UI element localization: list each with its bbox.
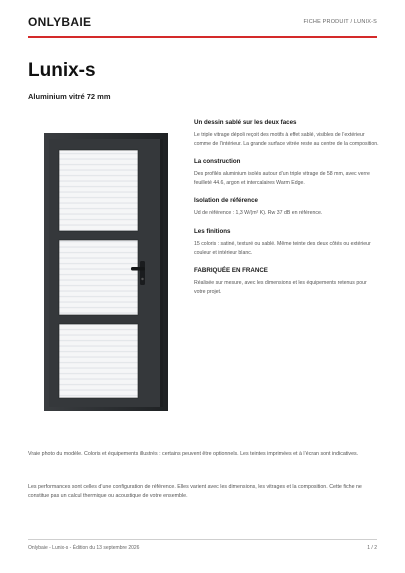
feature-section-construction xyxy=(194,158,379,187)
page-number: 1 / 2 xyxy=(367,545,377,551)
feature-section-insulation xyxy=(194,197,379,218)
feature-heading: Isolation de référence xyxy=(194,197,258,205)
feature-text: Ud de référence : 1,3 W/(m² K). Rw 37 dB en référence. xyxy=(194,210,323,217)
feature-text: Des profilés aluminium isolés autour d’un triple vitrage de 58 mm, avec verre feuilleté 44.6, argon et intercalaires Warm Edge. xyxy=(194,171,370,186)
feature-heading: Les finitions xyxy=(194,227,231,235)
product-subtitle: Aluminium vitré 72 mm xyxy=(28,92,111,101)
door-illustration xyxy=(44,133,168,411)
feature-section-finishes xyxy=(194,228,379,257)
feature-heading: FABRIQUÉE EN FRANCE xyxy=(194,267,268,275)
feature-section-design xyxy=(194,119,379,148)
feature-section-made-in-france xyxy=(194,267,379,296)
feature-heading: Un dessin sablé sur les deux faces xyxy=(194,119,297,126)
footer-edition: Onlybaie - Lunix-s - Édition du 13 septembre 2026 xyxy=(28,545,140,551)
footer-divider xyxy=(28,539,377,540)
feature-text: 15 coloris : satiné, texturé ou sablé. Même teinte des deux côtés ou extérieur couleur et intérieur blanc. xyxy=(194,240,371,256)
header-divider xyxy=(28,36,377,38)
document-label: FICHE PRODUIT / LUNIX-S xyxy=(303,19,377,25)
product-features xyxy=(194,119,379,306)
feature-heading: La construction xyxy=(194,158,241,166)
feature-text: Le triple vitrage dépoli reçoit des motifs à effet sablé, visibles de l’extérieur comme de l’intérieur. La grande surface vitrée reste au centre de la composition. xyxy=(194,132,379,147)
photo-disclaimer: Vraie photo du modèle. Coloris et équipements illustrés : certains peuvent être optionnels. Les teintes imprimées et à l’écran sont indicatives. xyxy=(28,451,359,457)
page-header xyxy=(28,14,377,34)
product-title: Lunix-s xyxy=(28,60,96,81)
door-photo xyxy=(44,133,168,411)
performance-disclaimer: Les performances sont celles d’une configuration de référence. Elles varient avec les dimensions, les vitrages et la composition. Cette fiche ne constitue pas un calcul thermique ou acoustique de votre ensemble. xyxy=(28,484,362,499)
brand-logo-text: ONLYBAIE xyxy=(28,15,92,29)
feature-text: Réalisée sur mesure, avec les dimensions et les équipements retenus pour votre projet. xyxy=(194,280,367,295)
